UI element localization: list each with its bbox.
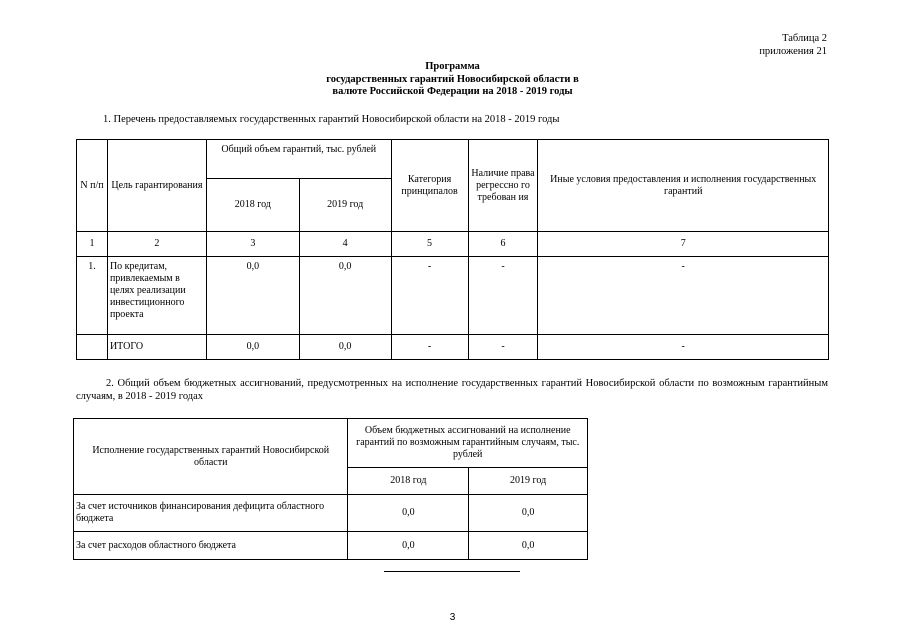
row-2019: 0,0	[299, 257, 391, 335]
header-execution: Исполнение государственных гарантий Новосибирской области	[74, 419, 348, 495]
page-title	[0, 61, 905, 99]
col-number-3: 3	[206, 232, 299, 257]
total-2019: 0,0	[299, 335, 391, 360]
section-1-heading: 1. Перечень предоставляемых государственных гарантий Новосибирской области на 2018 - 2019 годы	[103, 114, 560, 125]
row-purpose: По кредитам, привлекаемым в целях реализации инвестиционного проекта	[107, 257, 206, 335]
col-number-1: 1	[77, 232, 108, 257]
guarantees-table	[76, 139, 829, 360]
header-year-2019: 2019 год	[299, 179, 391, 232]
header-year-2019: 2019 год	[469, 468, 588, 495]
row-2018: 0,0	[348, 532, 469, 560]
page-number: 3	[449, 612, 456, 623]
row-label: За счет источников финансирования дефицита областного бюджета	[74, 495, 348, 532]
col-number-4: 4	[299, 232, 391, 257]
total-row	[77, 335, 829, 360]
header-num: N п/п	[77, 140, 108, 232]
row-regress: -	[468, 257, 538, 335]
header-volume: Общий объем гарантий, тыс. рублей	[206, 140, 391, 179]
section-2-heading: 2. Общий объем бюджетных ассигнований, предусмотренных на исполнение государственных гарантий Новосибирской области по возможным гарантийным случаям, в 2018 - 2019 годах	[76, 378, 828, 402]
total-regress: -	[468, 335, 538, 360]
header-category: Категория принципалов	[391, 140, 468, 232]
title-line-1: Программа	[425, 61, 480, 72]
row-num: 1.	[77, 257, 108, 335]
header-purpose: Цель гарантирования	[107, 140, 206, 232]
allocations-table	[73, 418, 588, 560]
row-2019: 0,0	[469, 532, 588, 560]
header-allocation-volume: Объем бюджетных ассигнований на исполнение гарантий по возможным гарантийным случаям, тыс. рублей	[348, 419, 588, 468]
header-year-2018: 2018 год	[206, 179, 299, 232]
annotation-line-1: Таблица 2	[782, 33, 827, 44]
header-year-2018: 2018 год	[348, 468, 469, 495]
col-number-5: 5	[391, 232, 468, 257]
row-2018: 0,0	[206, 257, 299, 335]
table-row	[74, 495, 588, 532]
annotation-line-2: приложения 21	[759, 46, 827, 57]
total-category: -	[391, 335, 468, 360]
row-2019: 0,0	[469, 495, 588, 532]
separator-line	[384, 571, 520, 572]
col-number-2: 2	[107, 232, 206, 257]
header-regress: Наличие права регрессно го требован ия	[468, 140, 538, 232]
table-row	[74, 532, 588, 560]
row-other: -	[538, 257, 829, 335]
row-2018: 0,0	[348, 495, 469, 532]
total-2018: 0,0	[206, 335, 299, 360]
row-label: За счет расходов областного бюджета	[74, 532, 348, 560]
row-category: -	[391, 257, 468, 335]
total-other: -	[538, 335, 829, 360]
total-label: ИТОГО	[107, 335, 206, 360]
table-row	[77, 257, 829, 335]
title-line-2: государственных гарантий Новосибирской области в	[326, 73, 579, 85]
col-number-7: 7	[538, 232, 829, 257]
col-number-6: 6	[468, 232, 538, 257]
title-line-3: валюте Российской Федерации на 2018 - 2019 годы	[332, 86, 573, 97]
header-other-conditions: Иные условия предоставления и исполнения государственных гарантий	[538, 140, 829, 232]
table-annotation	[759, 32, 827, 58]
